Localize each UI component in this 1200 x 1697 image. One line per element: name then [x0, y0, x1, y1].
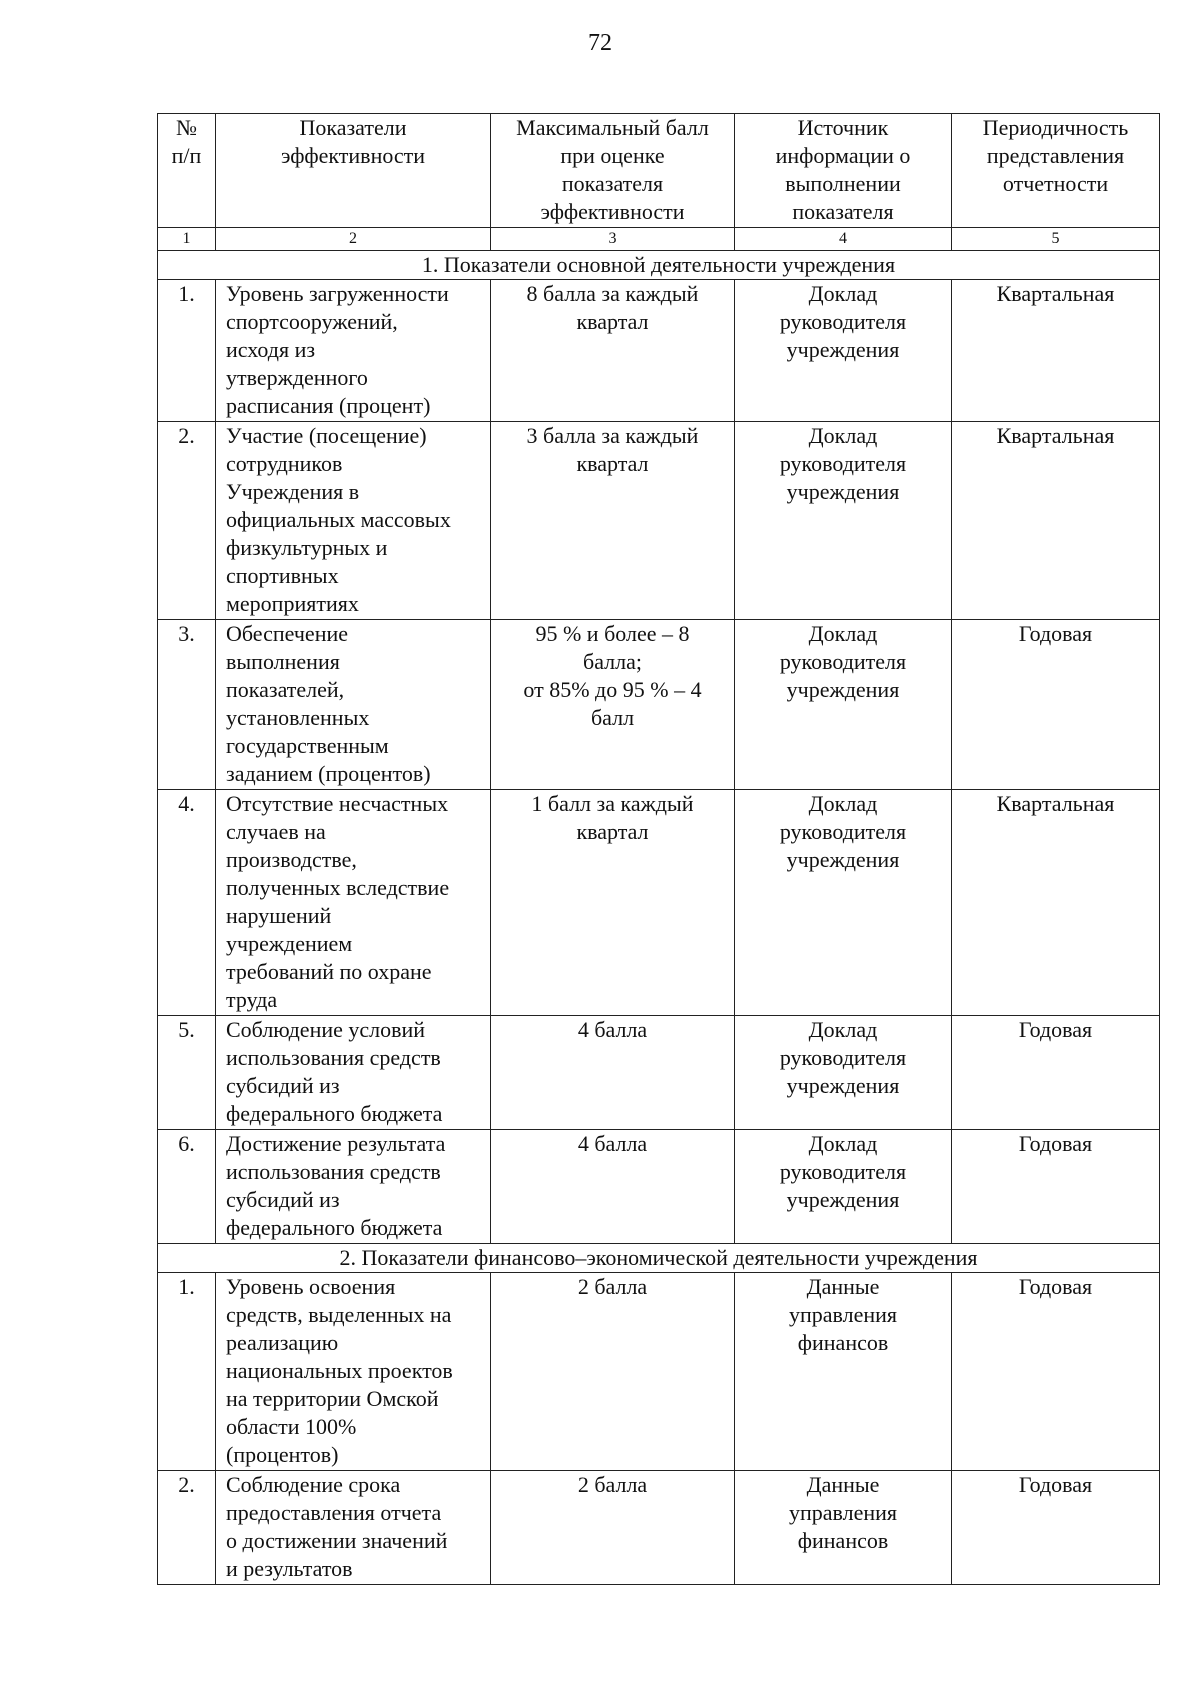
- row-indicator: Участие (посещение) сотрудников Учреждения в официальных массовых физкультурных и спортивных мероприятиях: [216, 422, 491, 620]
- row-max-score: 4 балла: [491, 1016, 735, 1130]
- row-number: 4.: [158, 790, 216, 1016]
- column-numbers-row: [158, 228, 1160, 251]
- row-source: Доклад руководителя учреждения: [735, 790, 952, 1016]
- column-number: 3: [491, 228, 735, 251]
- row-number: 3.: [158, 620, 216, 790]
- row-period: Годовая: [952, 1130, 1160, 1244]
- row-indicator: Соблюдение условий использования средств субсидий из федерального бюджета: [216, 1016, 491, 1130]
- row-indicator: Соблюдение срока предоставления отчета о достижении значений и результатов: [216, 1471, 491, 1585]
- row-period: Годовая: [952, 620, 1160, 790]
- row-number: 1.: [158, 280, 216, 422]
- row-source: Данные управления финансов: [735, 1273, 952, 1471]
- table-row: [158, 1016, 1160, 1130]
- row-indicator: Уровень загруженности спортсооружений, исходя из утвержденного расписания (процент): [216, 280, 491, 422]
- row-indicator: Обеспечение выполнения показателей, установленных государственным заданием (процентов): [216, 620, 491, 790]
- header-source: Источник информации о выполнении показателя: [735, 114, 952, 228]
- table-row: [158, 620, 1160, 790]
- row-source: Доклад руководителя учреждения: [735, 422, 952, 620]
- performance-indicators-table: [157, 113, 1160, 1585]
- header-number: № п/п: [158, 114, 216, 228]
- row-source: Доклад руководителя учреждения: [735, 1130, 952, 1244]
- row-max-score: 4 балла: [491, 1130, 735, 1244]
- row-period: Квартальная: [952, 422, 1160, 620]
- row-period: Годовая: [952, 1471, 1160, 1585]
- row-period: Квартальная: [952, 280, 1160, 422]
- header-indicator: Показатели эффективности: [216, 114, 491, 228]
- row-number: 2.: [158, 1471, 216, 1585]
- section-title-row: [158, 251, 1160, 280]
- row-source: Доклад руководителя учреждения: [735, 620, 952, 790]
- row-period: Годовая: [952, 1273, 1160, 1471]
- row-max-score: 2 балла: [491, 1273, 735, 1471]
- row-indicator: Уровень освоения средств, выделенных на реализацию национальных проектов на территории Омской области 100% (процентов): [216, 1273, 491, 1471]
- section-title: 1. Показатели основной деятельности учреждения: [158, 251, 1160, 280]
- row-max-score: 3 балла за каждый квартал: [491, 422, 735, 620]
- section-title-row: [158, 1244, 1160, 1273]
- page-number: 72: [588, 30, 612, 56]
- row-max-score: 2 балла: [491, 1471, 735, 1585]
- row-max-score: 95 % и более – 8 балла; от 85% до 95 % – 4 балл: [491, 620, 735, 790]
- table-row: [158, 790, 1160, 1016]
- row-indicator: Отсутствие несчастных случаев на производстве, полученных вследствие нарушений учреждением требований по охране труда: [216, 790, 491, 1016]
- row-max-score: 8 балла за каждый квартал: [491, 280, 735, 422]
- row-source: Доклад руководителя учреждения: [735, 280, 952, 422]
- table-row: [158, 1471, 1160, 1585]
- row-source: Доклад руководителя учреждения: [735, 1016, 952, 1130]
- row-number: 6.: [158, 1130, 216, 1244]
- row-indicator: Достижение результата использования средств субсидий из федерального бюджета: [216, 1130, 491, 1244]
- row-number: 2.: [158, 422, 216, 620]
- row-period: Годовая: [952, 1016, 1160, 1130]
- table-row: [158, 1273, 1160, 1471]
- section-title: 2. Показатели финансово–экономической деятельности учреждения: [158, 1244, 1160, 1273]
- row-source: Данные управления финансов: [735, 1471, 952, 1585]
- row-number: 5.: [158, 1016, 216, 1130]
- row-period: Квартальная: [952, 790, 1160, 1016]
- row-number: 1.: [158, 1273, 216, 1471]
- column-number: 4: [735, 228, 952, 251]
- column-number: 1: [158, 228, 216, 251]
- column-number: 2: [216, 228, 491, 251]
- row-max-score: 1 балл за каждый квартал: [491, 790, 735, 1016]
- column-number: 5: [952, 228, 1160, 251]
- table-row: [158, 280, 1160, 422]
- header-period: Периодичность представления отчетности: [952, 114, 1160, 228]
- header-max-score: Максимальный балл при оценке показателя эффективности: [491, 114, 735, 228]
- table-row: [158, 422, 1160, 620]
- table-row: [158, 1130, 1160, 1244]
- header-row: [158, 114, 1160, 228]
